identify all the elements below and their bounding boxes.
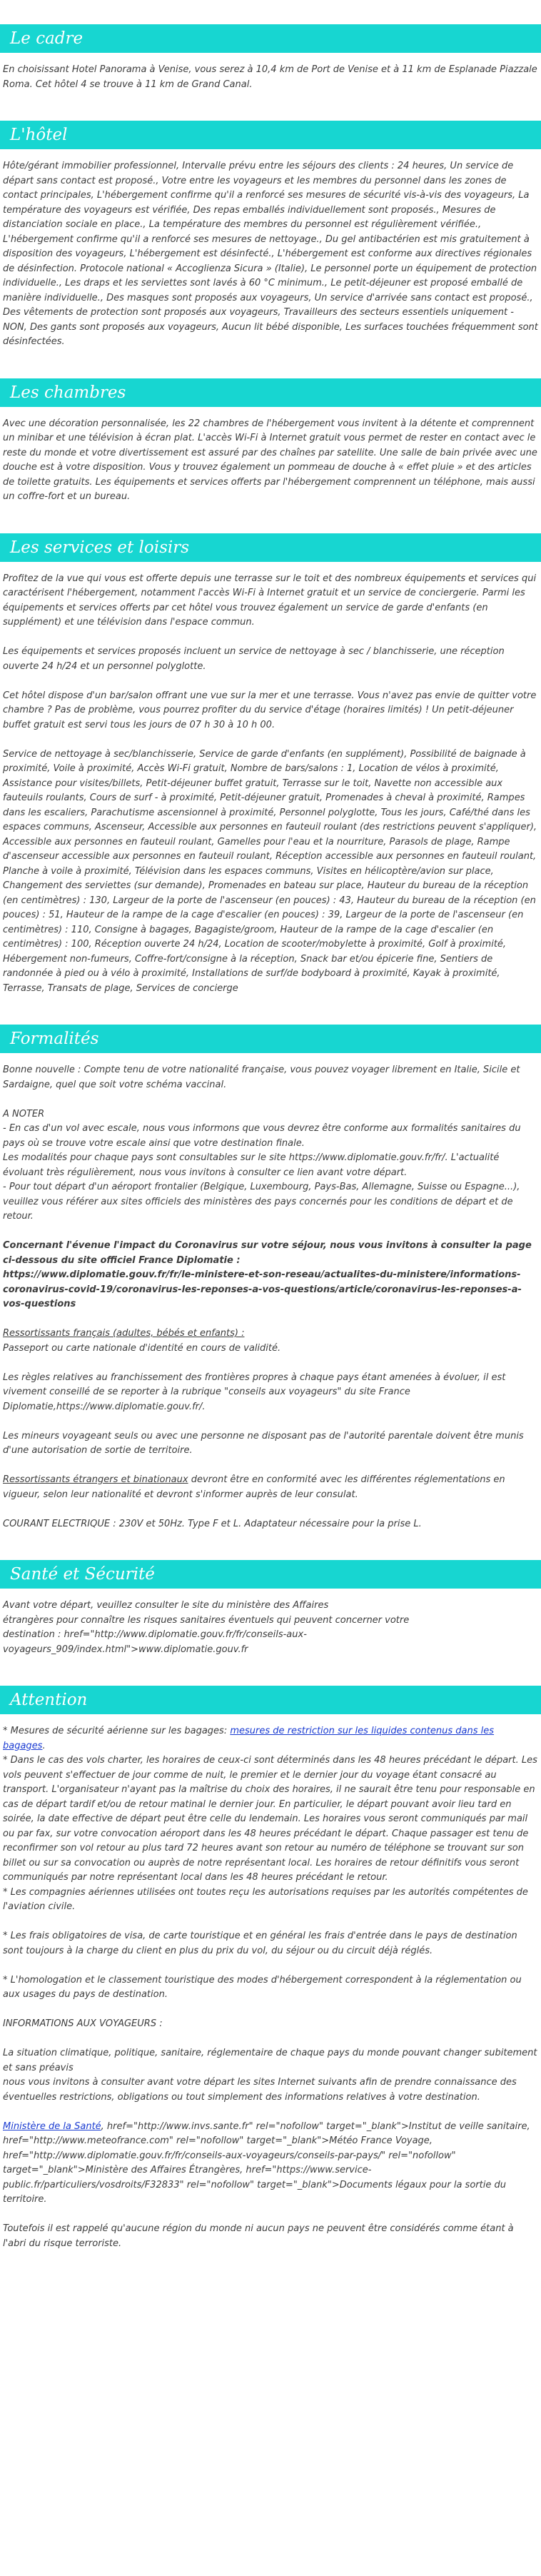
section-title: Attention [0, 1686, 541, 1714]
section-chambres [0, 378, 541, 505]
paragraph: COURANT ELECTRIQUE : 230V et 50Hz. Type F et L. Adaptateur nécessaire pour la prise L. [3, 1518, 422, 1529]
paragraph: * L'homologation et le classement touristique des modes d'hébergement correspondent à la réglementation ou aux usages du pays de destination. [3, 1974, 522, 2000]
paragraph: La situation climatique, politique, sanitaire, réglementaire de chaque pays du monde pouvant changer subitement et sans préavis nous vous invitons à consulter avant votre départ les sites Internet suivants afin de prendre connaissance des éventuelles restrictions, obligations ou tout simplement des informations relatives à votre destination. [3, 2048, 537, 2103]
paragraph: Profitez de la vue qui vous est offerte depuis une terrasse sur le toit et des nombreux équipements et services qui caractérisent l'hébergement, notamment l'accès Wi-Fi à Internet gratuit et un service de conciergerie. Parmi les équipements et services offerts par cet hôtel vous trouvez également un service de garde d'enfants (en supplément) et une télévision dans l'espace commun. [3, 573, 537, 628]
paragraph: Les mineurs voyageant seuls ou avec une personne ne disposant pas de l'autorité parentale doivent être munis d'une autorisation de sortie de territoire. [3, 1430, 524, 1456]
underlined-heading: Ressortissants français (adultes, bébés et enfants) : [3, 1328, 245, 1339]
section-services [0, 533, 541, 997]
section-text: En choisissant Hotel Panorama à Venise, vous serez à 10,4 km de Port de Venise et à 11 km de Esplanade Piazzale Roma. Cet hôtel 4 se trouve à 11 km de Grand Canal. [3, 64, 537, 90]
section-title: L'hôtel [0, 121, 541, 149]
paragraph: Bonne nouvelle : Compte tenu de votre nationalité française, vous pouvez voyager librement en Italie, Sicile et Sardaigne, quel que soit votre schéma vaccinal. [3, 1065, 520, 1090]
paragraph [3, 2120, 538, 2208]
ministere-sante-link[interactable]: Ministère de la Santé [3, 2120, 101, 2132]
section-title: Santé et Sécurité [0, 1560, 541, 1589]
paragraph: Les règles relatives au franchissement des frontières propres à chaque pays étant amenées à évoluer, il est vivement conseillé de se reporter à la rubrique "conseils aux voyageurs" du site France Diplomatie,https://www.diplomatie.gouv.fr/. [3, 1372, 506, 1412]
section-text: Avec une décoration personnalisée, les 22 chambres de l'hébergement vous invitent à la détente et comprennent un minibar et une télévision à écran plat. L'accès Wi-Fi à Internet gratuit vous permet de rester en contact avec le reste du monde et votre divertissement est assuré par des chaînes par satellite. Une salle de bain privée avec une douche est à votre disposition. Vous y trouvez également un pommeau de douche à « effet pluie » et des articles de toilette gratuits. Les équipements et services offerts par l'hébergement comprennent un téléphone, mais aussi un coffre-fort et un bureau. [3, 418, 537, 502]
paragraph: Cet hôtel dispose d'un bar/salon offrant une vue sur la mer et une terrasse. Vous n'avez pas envie de quitter votre chambre ? Pas de problème, vous pourrez profiter du du service d'étage (horaires limités) ! Un petit-déjeuner buffet gratuit est servi tous les jours de 07 h 30 à 10 h 00. [3, 690, 537, 730]
section-text: Avant votre départ, veuillez consulter le site du ministère des Affaires étrangères pour connaître les risques sanitaires éventuels qui peuvent concerner votre destination : href="http://www.diplomatie.gouv.fr/fr/conseils-aux-voyageurs_909/index.html">www.diplomatie.gouv.fr [3, 1600, 410, 1655]
paragraph: Les équipements et services proposés incluent un service de nettoyage à sec / blanchisserie, une réception ouverte 24 h/24 et un personnel polyglotte. [3, 646, 505, 672]
paragraph: Toutefois il est rappelé qu'aucune région du monde ni aucun pays ne peuvent être considérés comme étant à l'abri du risque terroriste. [3, 2223, 514, 2249]
section-title: Les chambres [0, 378, 541, 407]
section-le-cadre [0, 24, 541, 92]
section-attention [0, 1686, 541, 2251]
liquids-restriction-link[interactable]: mesures de restriction sur les liquides contenus dans les bagages [3, 1726, 495, 1751]
section-text: Hôte/gérant immobilier professionnel, Intervalle prévu entre les séjours des clients : 24 heures, Un service de départ sans contact est proposé., Votre entre les voyageurs et les membres du personnel dans les zones de contact principales, L'hébergement confirme qu'il a renforcé ses mesures de sécurité vis-à-vis des voyageurs, La température des voyageurs est vérifiée, Des repas emballés individuellement sont proposés., Mesures de distanciation sociale en place., La température des membres du personnel est régulièrement vérifiée., L'hébergement confirme qu'il a renforcé ses mesures de nettoyage., Du gel antibactérien est mis gratuitement à disposition des voyageurs, L'hébergement est désinfecté., L'hébergement est conforme aux directives régionales de désinfection. Protocole national « Accoglienza Sicura » (Italie), Le personnel porte un équipement de protection individuelle., Les draps et les serviettes sont lavés à 60 °C minimum., Le petit-déjeuner est proposé emballé de manière individuelle., Des masques sont proposés aux voyageurs, Un service d'arrivée sans contact est proposé., Des vêtements de protection sont proposés aux voyageurs, Travailleurs des secteurs essentiels uniquement - NON, Des gants sont proposés aux voyageurs, Aucun lit bébé disponible, Les surfaces touchées fréquemment sont désinfectées. [3, 161, 538, 347]
paragraph: INFORMATIONS AUX VOYAGEURS : [3, 2018, 163, 2029]
paragraph [3, 1327, 538, 1356]
paragraph-text: Passeport ou carte nationale d'identité en cours de validité. [3, 1342, 281, 1354]
paragraph [3, 1724, 538, 1915]
section-sante [0, 1560, 541, 1657]
paragraph-text: * Mesures de sécurité aérienne sur les bagages: [3, 1726, 231, 1736]
paragraph: A NOTER - En cas d'un vol avec escale, nous vous informons que vous devrez être conforme aux formalités sanitaires du pays où se trouve votre escale ainsi que votre destination finale. Les modalités pour chaque pays sont consultables sur le site https://www.diplomatie.gouv.fr/fr/. L'actualité évoluant très régulièrement, nous vous invitons à consulter ce lien avant votre départ. - Pour tout départ d'un aéroport frontalier (Belgique, Luxembourg, Pays-Bas, Allemagne, Suisse ou Espagne...), veuillez vous référer aux sites officiels des ministères des pays concernés pour les conditions de départ et de retour. [3, 1108, 521, 1222]
underlined-heading: Ressortissants étrangers et binationaux [3, 1474, 188, 1485]
paragraph: Service de nettoyage à sec/blanchisserie, Service de garde d'enfants (en supplément), Possibilité de baignade à proximité, Voile à proximité, Accès Wi-Fi gratuit, Nombre de bars/salons : 1, Location de vélos à proximité, Assistance pour visites/billets, Petit-déjeuner buffet gratuit, Terrasse sur le toit, Navette non accessible aux fauteuils roulants, Cours de surf - à proximité, Petit-déjeuner gratuit, Promenades à cheval à proximité, Rampes dans les escaliers, Parachutisme ascensionnel à proximité, Personnel polyglotte, Tous les jours, Café/thé dans les espaces communs, Ascenseur, Accessible aux personnes en fauteuil roulant (des restrictions peuvent s'appliquer), Accessible aux personnes en fauteuil roulant, Gamelles pour l'eau et la nourriture, Parasols de plage, Rampe d'ascenseur accessible aux personnes en fauteuil roulant, Réception accessible aux personnes en fauteuil roulant, Planche à voile à proximité, Télévision dans les espaces communs, Visites en hélicoptère/avion sur place, Changement des serviettes (sur demande), Promenades en bateau sur place, Hauteur du bureau de la réception (en centimètres) : 130, Largeur de la porte de l'ascenseur (en pouces) : 43, Hauteur du bureau de la réception (en pouces) : 51, Hauteur de la rampe de la cage d'escalier (en pouces) : 39, Largeur de la porte de l'ascenseur (en centimètres) : 110, Consigne à bagages, Bagagiste/groom, Hauteur de la rampe de la cage d'escalier (en centimètres) : 100, Réception ouverte 24 h/24, Location de scooter/mobylette à proximité, Golf à proximité, Hébergement non-fumeurs, Coffre-fort/consigne à la réception, Snack bar et/ou épicerie fine, Sentiers de randonnée à pied ou à vélo à proximité, Installations de surf/de bodyboard à proximité, Kayak à proximité, Terrasse, Transats de plage, Services de concierge [3, 748, 537, 994]
section-title: Formalités [0, 1025, 541, 1053]
paragraph [3, 1473, 538, 1502]
section-formalites [0, 1025, 541, 1531]
paragraph-text: . * Dans le cas des vols charter, les horaires de ceux-ci sont déterminés dans les 48 heures précédant le départ. Les vols peuvent s'effectuer de jour comme de nuit, le premier et le dernier jour du voyage étant consacré au transport. L'organisateur n'ayant pas la maîtrise du choix des horaires, il ne saurait être tenu pour responsable en cas de départ tardif et/ou de retour matinal le dernier jour. En particulier, le départ pouvant avoir lieu tard en soirée, la date effective de départ peut être celle du lendemain. Les horaires vous seront communiqués par mail ou par fax, sur votre convocation aéroport dans les 48 heures précédant le départ. Chaque passager est tenu de reconfirmer son vol retour au plus tard 72 heures avant son retour au numéro de téléphone se trouvant sur son billet ou sur sa convocation ou auprès de notre représentant local. Les horaires de retour définitifs vous seront communiqués par notre représentant local dans les 48 heures précédant le retour. * Les compagnies aériennes utilisées ont toutes reçu les autorisations requises par les autorités compétentes de l'aviation civile. [3, 1740, 537, 1912]
section-title: Les services et loisirs [0, 533, 541, 562]
paragraph: * Les frais obligatoires de visa, de carte touristique et en général les frais d'entrée dans le pays de destination sont toujours à la charge du client en plus du prix du vol, du séjour ou du circuit déjà réglés. [3, 1931, 517, 1956]
section-hotel [0, 121, 541, 350]
section-title: Le cadre [0, 24, 541, 53]
covid-notice: Concernant l'évenue l'impact du Coronavirus sur votre séjour, nous vous invitons à consulter la page ci-dessous du site officiel France Diplomatie : https://www.diplomatie.gouv.fr/fr/le-ministere-et-son-reseau/actualites-du-ministere/informations-coronavirus-covid-19/coronavirus-les-reponses-a-vos-questions/article/coronavirus-les-reponses-a-vos-questions [3, 1240, 532, 1309]
paragraph-text: , href="http://www.invs.sante.fr" rel="nofollow" target="_blank">Institut de veille sanitaire, href="http://www.meteofrance.com" rel="nofollow" target="_blank">Météo France Voyage, href="http://www.diplomatie.gouv.fr/fr/conseils-aux-voyageurs/conseils-par-pays/" rel="nofollow" target="_blank">Ministère des Affaires Étrangères, href="https://www.service-public.fr/particuliers/vosdroits/F32833" rel="nofollow" target="_blank">Documents légaux pour la sortie du territoire. [3, 2120, 530, 2205]
paragraph-text: devront être en conformité avec les différentes réglementations en vigueur, selon leur nationalité et devront s'informer auprès de leur consulat. [3, 1474, 505, 1500]
